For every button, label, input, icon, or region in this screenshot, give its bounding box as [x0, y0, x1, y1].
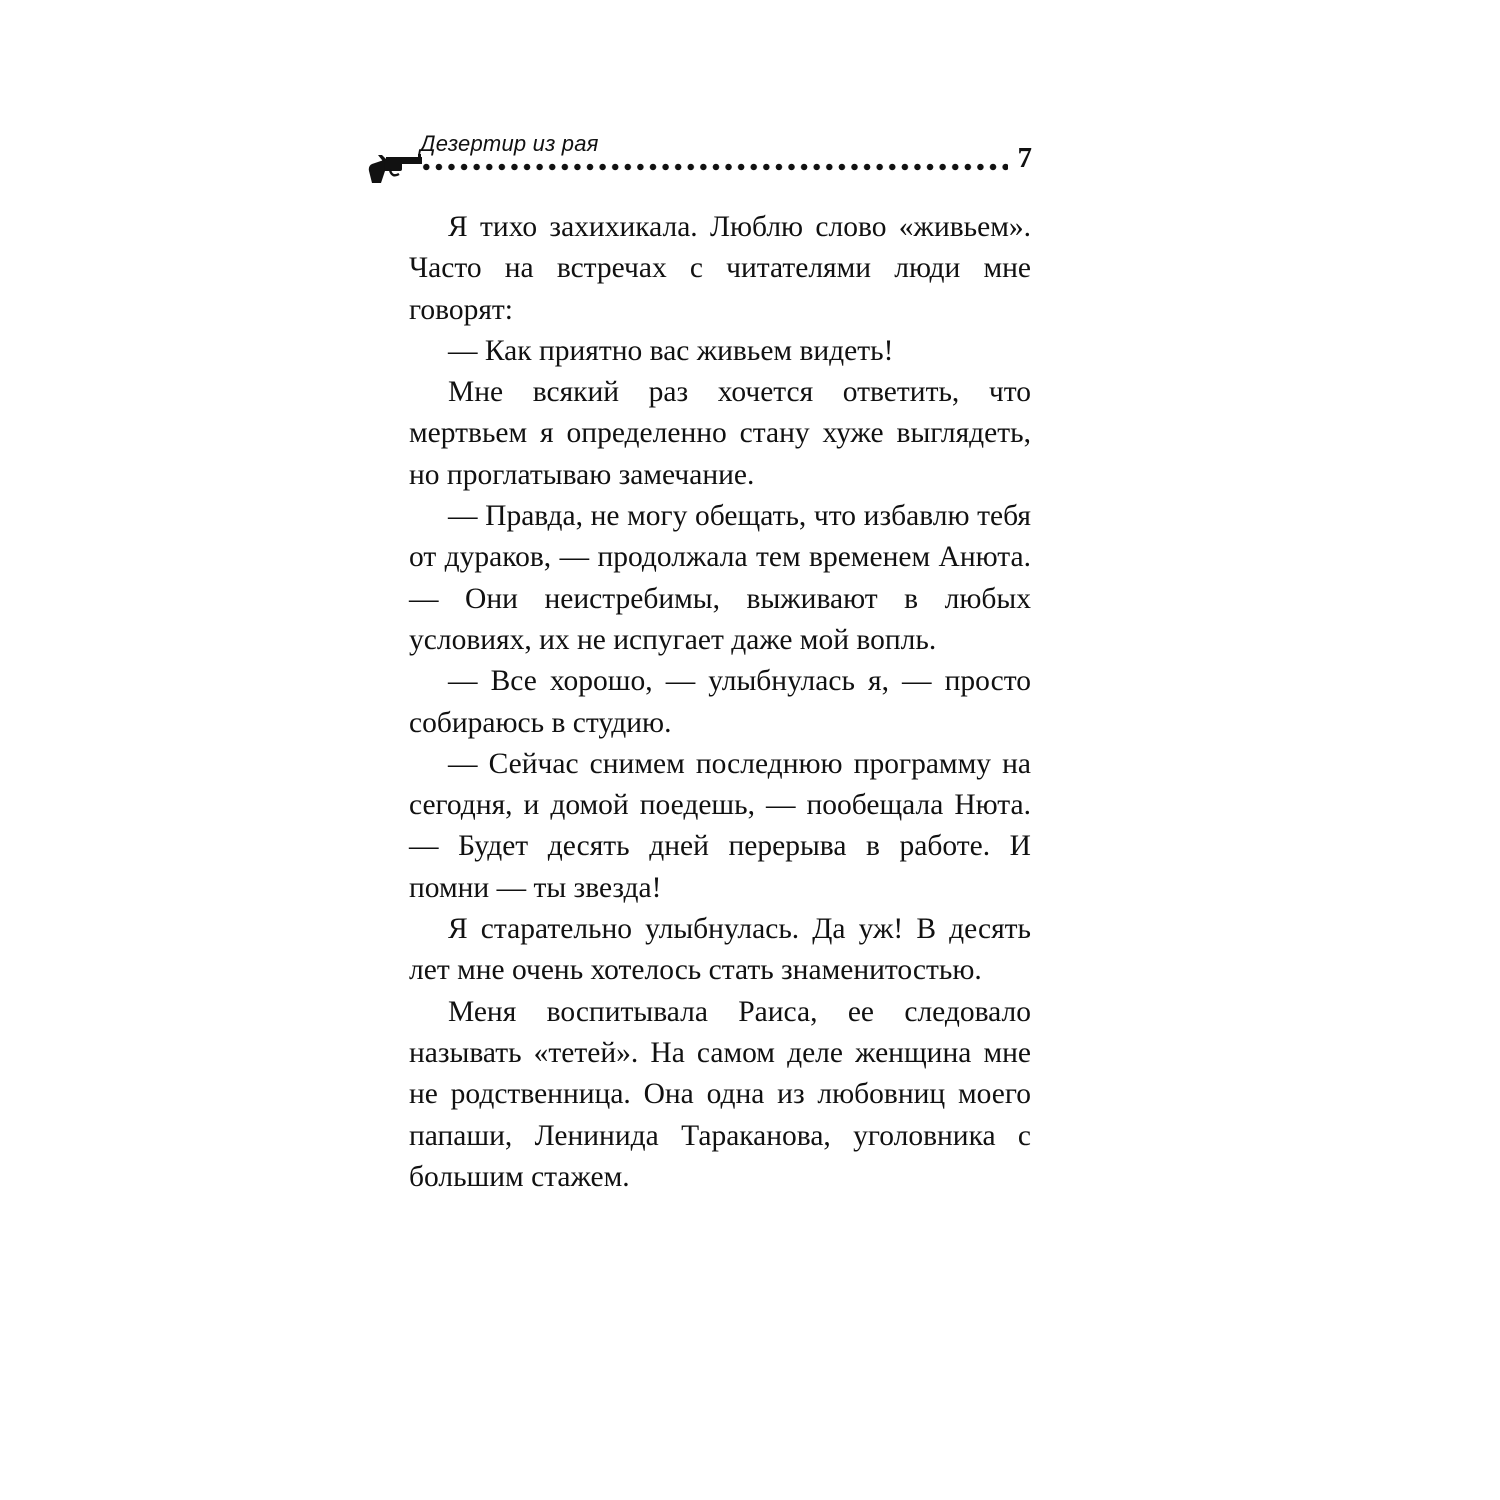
running-head — [368, 128, 1040, 188]
paragraph: — Все хорошо, — улыбнулась я, — просто собираюсь в студию. — [409, 665, 1031, 739]
paragraph: Меня воспитывала Раиса, ее следовало называть «тетей». На самом деле женщина мне не родственница. Она одна из любовниц моего папаши, Ленинида Тараканова, уголовника с большим стажем. — [409, 995, 1031, 1193]
dot-leader — [420, 162, 1008, 172]
paragraph: — Как приятно вас живьем видеть! — [448, 334, 894, 367]
book-title: Дезертир из рая — [420, 131, 599, 156]
paragraph: Я старательно улыбнулась. Да уж! В десять лет мне очень хотелось стать знаменитостью. — [409, 913, 1031, 987]
paragraph: Мне всякий раз хочется ответить, что мертвьем я определенно стану хуже выглядеть, но проглатываю замечание. — [409, 376, 1031, 491]
page-number: 7 — [1017, 142, 1032, 174]
paragraph: — Сейчас снимем последнюю программу на сегодня, и домой поедешь, — пообещала Нюта. — Будет десять дней перерыва в работе. И помни — ты звезда! — [409, 747, 1031, 904]
paragraph: Я тихо захихикала. Люблю слово «живьем». Часто на встречах с читателями люди мне говорят: — [409, 211, 1031, 326]
paragraph: — Правда, не могу обещать, что избавлю тебя от дураков, — продолжала тем временем Анюта. — Они неистребимы, выживают в любых условиях, их не испугает даже мой вопль. — [409, 500, 1031, 656]
body-text — [409, 207, 1031, 1198]
revolver-icon — [368, 154, 424, 184]
